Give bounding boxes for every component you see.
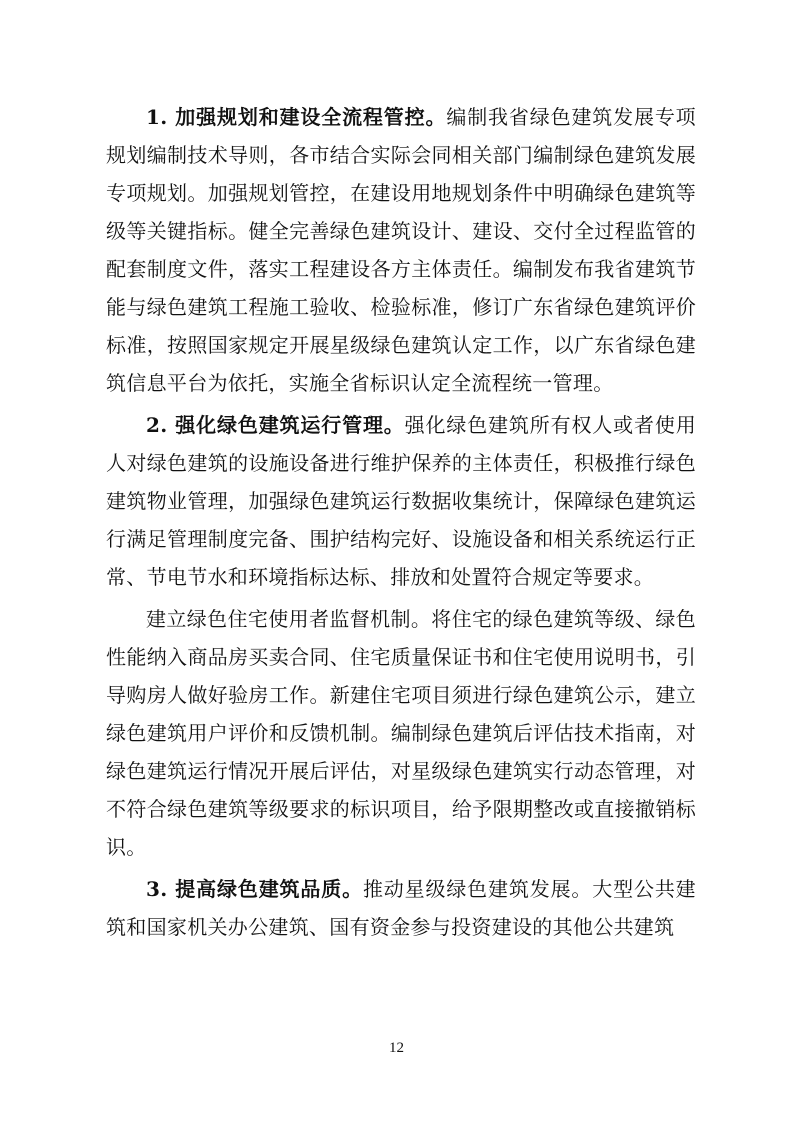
page-number: 12 xyxy=(389,1040,404,1056)
paragraph-resident-supervision xyxy=(106,600,696,866)
paragraph-text: 推动星级绿色建筑发展。大型公共建筑和国家机关办公建筑、国有资金参与投资建设的其他公共建筑 xyxy=(106,877,696,939)
paragraph-lead: 1. 加强规划和建设全流程管控。 xyxy=(146,105,447,129)
paragraph-text: 编制我省绿色建筑发展专项规划编制技术导则，各市结合实际会同相关部门编制绿色建筑发展专项规划。加强规划管控，在建设用地规划条件中明确绿色建筑等级等关键指标。健全完善绿色建筑设计、建设、交付全过程监管的配套制度文件，落实工程建设各方主体责任。编制发布我省建筑节能与绿色建筑工程施工验收、检验标准，修订广东省绿色建筑评价标准，按照国家规定开展星级绿色建筑认定工作，以广东省绿色建筑信息平台为依托，实施全省标识认定全流程统一管理。 xyxy=(106,105,696,395)
paragraph-planning-control xyxy=(106,98,696,402)
paragraph-text: 建立绿色住宅使用者监督机制。将住宅的绿色建筑等级、绿色性能纳入商品房买卖合同、住宅质量保证书和住宅使用说明书，引导购房人做好验房工作。新建住宅项目须进行绿色建筑公示，建立绿色建筑用户评价和反馈机制。编制绿色建筑后评估技术指南，对绿色建筑运行情况开展后评估，对星级绿色建筑实行动态管理，对不符合绿色建筑等级要求的标识项目，给予限期整改或直接撤销标识。 xyxy=(106,607,696,859)
paragraph-building-quality xyxy=(106,870,696,946)
document-body xyxy=(106,98,696,950)
paragraph-text: 强化绿色建筑所有权人或者使用人对绿色建筑的设施设备进行维护保养的主体责任，积极推行绿色建筑物业管理，加强绿色建筑运行数据收集统计，保障绿色建筑运行满足管理制度完备、围护结构完好、设施设备和相关系统运行正常、节电节水和环境指标达标、排放和处置符合规定等要求。 xyxy=(106,413,697,589)
paragraph-operation-management xyxy=(106,406,696,596)
paragraph-lead: 2. 强化绿色建筑运行管理。 xyxy=(146,413,405,437)
paragraph-lead: 3. 提高绿色建筑品质。 xyxy=(146,877,363,901)
